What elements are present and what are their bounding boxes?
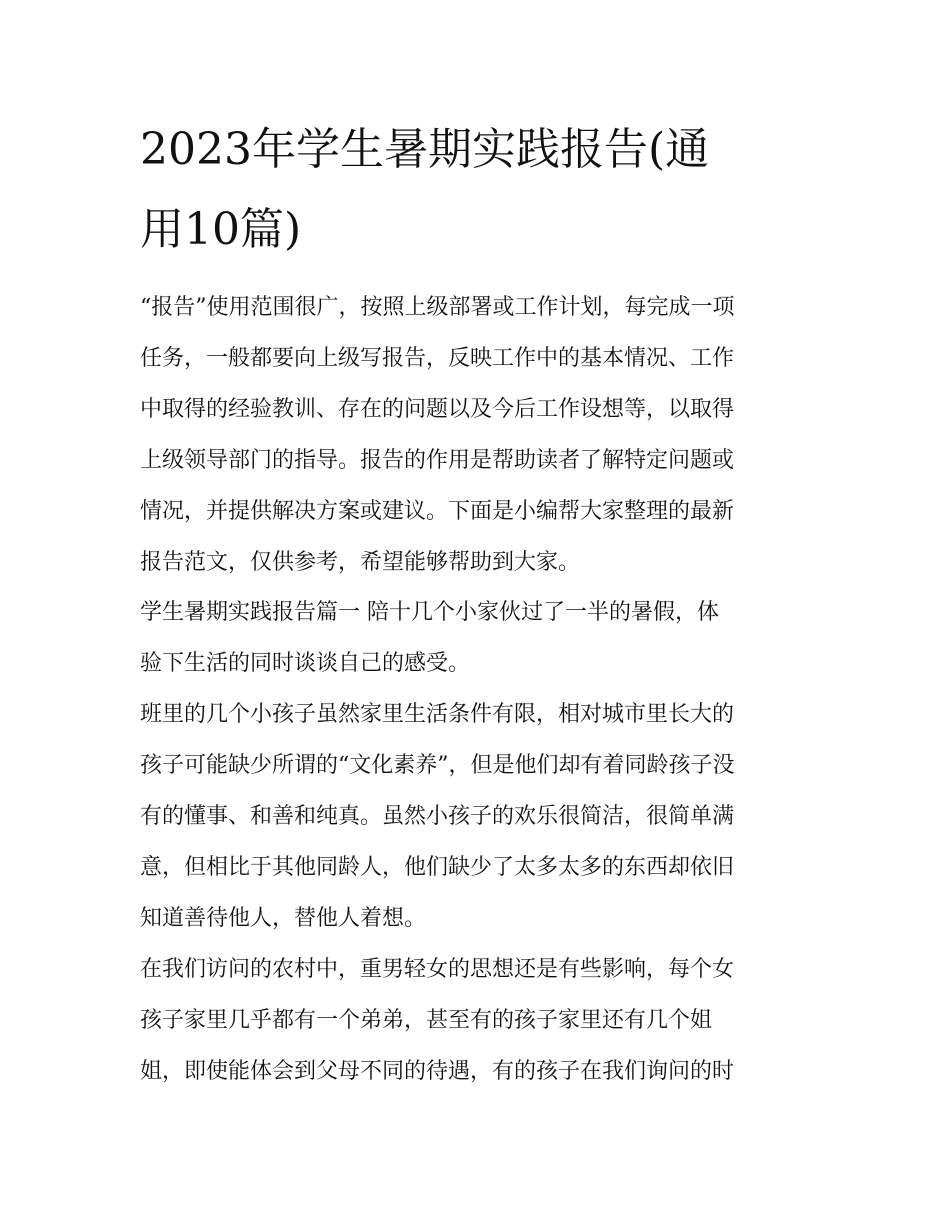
paragraph-section-one	[140, 588, 812, 690]
text-line: 验下生活的同时谈谈自己的感受。	[140, 651, 471, 677]
text-line: “报告”使用范围很广，按照上级部署或工作计划，每完成一项	[140, 295, 735, 320]
text-line: 任务，一般都要向上级写报告，反映工作中的基本情况、工作	[140, 345, 735, 371]
text-line: 情况，并提供解决方案或建议。下面是小编帮大家整理的最新	[140, 498, 735, 524]
text-line: 意，但相比于其他同龄人，他们缺少了太多太多的东西却依旧	[140, 854, 735, 880]
text-line: 报告范文，仅供参考，希望能够帮助到大家。	[140, 549, 581, 575]
text-line: 知道善待他人，替他人着想。	[140, 905, 427, 931]
document-body	[140, 283, 812, 1098]
document-page	[140, 110, 812, 1098]
title-line: 用10篇)	[140, 204, 302, 255]
text-line: 学生暑期实践报告篇一 陪十几个小家伙过了一半的暑假，体	[140, 600, 719, 626]
paragraph-intro	[140, 283, 812, 588]
text-line: 孩子可能缺少所谓的“文化素养”，但是他们却有着同龄孩子没	[140, 753, 735, 779]
text-line: 有的懂事、和善和纯真。虽然小孩子的欢乐很简洁，很简单满	[140, 804, 735, 830]
title-line: 2023年学生暑期实践报告(通	[140, 124, 710, 175]
text-line: 班里的几个小孩子虽然家里生活条件有限，相对城市里长大的	[140, 702, 735, 728]
document-title	[140, 110, 812, 270]
paragraph-village	[140, 945, 812, 1098]
paragraph-children	[140, 690, 812, 945]
text-line: 孩子家里几乎都有一个弟弟，甚至有的孩子家里还有几个姐	[140, 1007, 713, 1033]
text-line: 在我们访问的农村中，重男轻女的思想还是有些影响，每个女	[140, 956, 735, 982]
text-line: 姐，即使能体会到父母不同的待遇，有的孩子在我们询问的时	[140, 1058, 735, 1084]
text-line: 中取得的经验教训、存在的问题以及今后工作设想等，以取得	[140, 396, 735, 422]
text-line: 上级领导部门的指导。报告的作用是帮助读者了解特定问题或	[140, 447, 735, 473]
